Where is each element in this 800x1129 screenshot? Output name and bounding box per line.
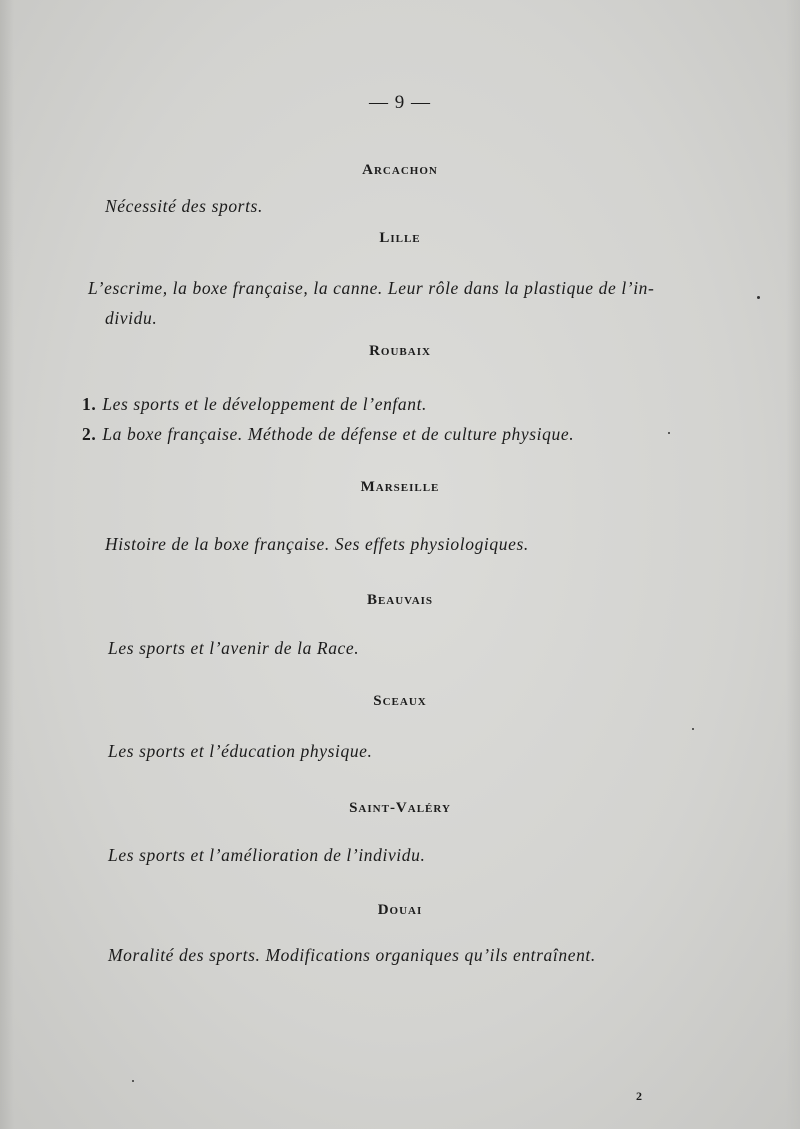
section-heading-lille: Lille (379, 230, 421, 246)
scan-speck (132, 1080, 134, 1082)
list-item-roubaix-1 (82, 394, 427, 415)
section-heading-saint-valery: Saint-Valéry (349, 800, 451, 816)
text-sceaux: Les sports et l’éducation physique. (108, 741, 373, 761)
text-lille-line-2: dividu. (105, 308, 158, 328)
scan-speck (757, 296, 760, 299)
list-item-text: Les sports et le développement de l’enfant. (102, 394, 428, 414)
scan-speck (692, 728, 694, 730)
section-heading-beauvais: Beauvais (366, 592, 434, 608)
text-beauvais: Les sports et l’avenir de la Race. (108, 638, 360, 658)
list-item-roubaix-2 (82, 424, 574, 445)
list-number: 1. (82, 394, 97, 414)
list-item-text: La boxe française. Méthode de défense et de culture physique. (102, 424, 575, 444)
page-number: — 9 — (369, 92, 431, 113)
section-heading-arcachon: Arcachon (362, 162, 438, 178)
section-heading-roubaix: Roubaix (369, 343, 431, 359)
text-lille-line-1: L’escrime, la boxe française, la canne. Leur rôle dans la plastique de l’in- (88, 278, 655, 298)
text-marseille: Histoire de la boxe française. Ses effets physiologiques. (105, 534, 529, 554)
list-number: 2. (82, 424, 97, 444)
signature-mark: 2 (636, 1089, 642, 1103)
section-heading-sceaux: Sceaux (373, 693, 427, 709)
text-arcachon: Nécessité des sports. (105, 196, 263, 216)
text-saint-valery: Les sports et l’amélioration de l’individu. (108, 845, 426, 865)
section-heading-douai: Douai (377, 902, 423, 918)
scan-speck (668, 432, 670, 434)
section-heading-marseille: Marseille (360, 479, 440, 495)
text-douai: Moralité des sports. Modifications organiques qu’ils entraînent. (108, 945, 596, 965)
